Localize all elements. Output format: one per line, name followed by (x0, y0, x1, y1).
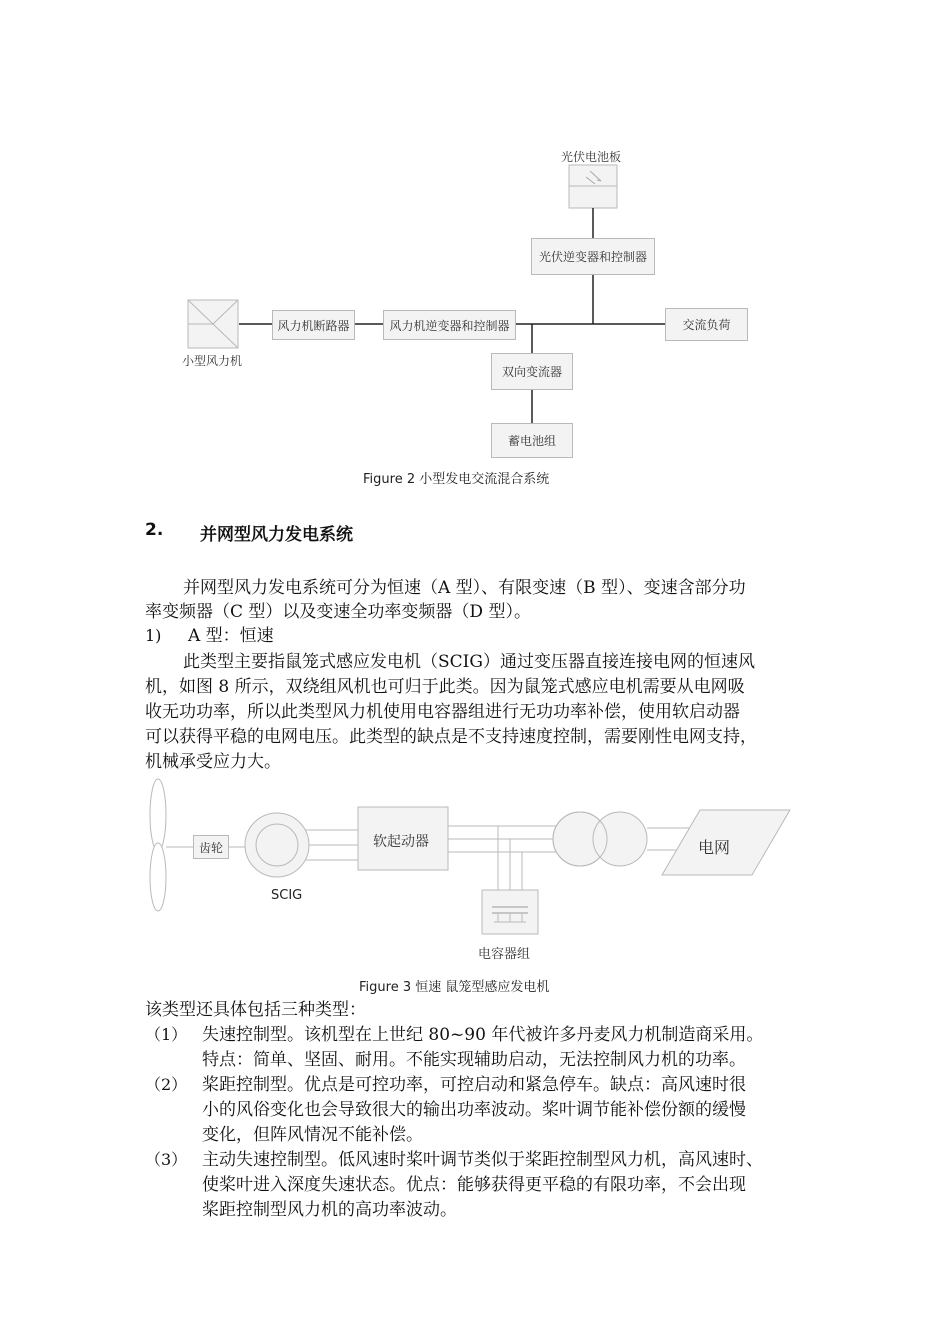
item-1-number: 1) (145, 626, 162, 645)
type-2-line-2: 小的风俗变化也会导致很大的输出功率波动。桨叶调节能补偿份额的缓慢 (202, 1100, 746, 1120)
soft-starter-label: 软起动器 (373, 834, 429, 850)
intro-line-1: 并网型风力发电系统可分为恒速（A 型）、有限变速（B 型）、变速含部分功 (183, 578, 746, 598)
type-3-line-3: 桨距控制型风力机的高功率波动。 (202, 1200, 457, 1220)
types-intro: 该类型还具体包括三种类型： (145, 1000, 366, 1020)
figure-3-caption: Figure 3 恒速 鼠笼型感应发电机 (359, 980, 550, 995)
type-3-line-1: 主动失速控制型。低风速时桨叶调节类似于桨距控制型风力机，高风速时、 (202, 1150, 763, 1170)
grid-label: 电网 (698, 838, 731, 857)
figure-2-caption: Figure 2 小型发电交流混合系统 (363, 472, 550, 487)
type-1-line-2: 特点：简单、坚固、耐用。不能实现辅助启动，无法控制风力机的功率。 (202, 1050, 746, 1070)
para-line-4: 可以获得平稳的电网电压。此类型的缺点是不支持速度控制，需要刚性电网支持， (145, 727, 757, 747)
type-1-number: （1） (145, 1025, 188, 1044)
small-turbine-label: 小型风力机 (182, 354, 243, 368)
type-2-number: （2） (145, 1075, 188, 1094)
gear-box: 齿轮 (193, 835, 229, 859)
para-line-3: 收无功功率，所以此类型风力机使用电容器组进行无功功率补偿，使用软启动器 (145, 702, 740, 722)
para-line-1: 此类型主要指鼠笼式感应发电机（SCIG）通过变压器直接连接电网的恒速风 (183, 652, 755, 672)
para-line-5: 机械承受应力大。 (145, 752, 281, 772)
bidirectional-converter-box: 双向变流器 (491, 353, 573, 390)
pv-panel-label: 光伏电池板 (561, 150, 622, 164)
type-3-number: （3） (145, 1150, 188, 1169)
intro-line-2: 率变频器（C 型）以及变速全功率变频器（D 型）。 (145, 602, 531, 622)
type-2-line-1: 桨距控制型。优点是可控功率，可控启动和紧急停车。缺点：高风速时很 (202, 1075, 746, 1095)
pv-inverter-box: 光伏逆变器和控制器 (531, 238, 655, 275)
type-3-line-2: 使桨叶进入深度失速状态。优点：能够获得更平稳的有限功率，不会出现 (202, 1175, 746, 1195)
item-1-title: A 型：恒速 (188, 626, 274, 646)
type-1-line-1: 失速控制型。该机型在上世纪 80~90 年代被许多丹麦风力机制造商采用。 (202, 1025, 764, 1045)
ac-load-box: 交流负荷 (665, 308, 748, 341)
section-number: 2. (145, 520, 164, 540)
wind-inverter-box: 风力机逆变器和控制器 (383, 310, 516, 340)
wind-breaker-box: 风力机断路器 (272, 310, 355, 340)
capacitor-bank-label: 电容器组 (478, 947, 531, 962)
scig-label: SCIG (271, 888, 303, 903)
section-title: 并网型风力发电系统 (200, 525, 353, 545)
battery-box: 蓄电池组 (491, 423, 573, 458)
para-line-2: 机，如图 8 所示，双绕组风机也可归于此类。因为鼠笼式感应电机需要从电网吸 (145, 677, 745, 697)
type-2-line-3: 变化，但阵风情况不能补偿。 (202, 1125, 423, 1145)
